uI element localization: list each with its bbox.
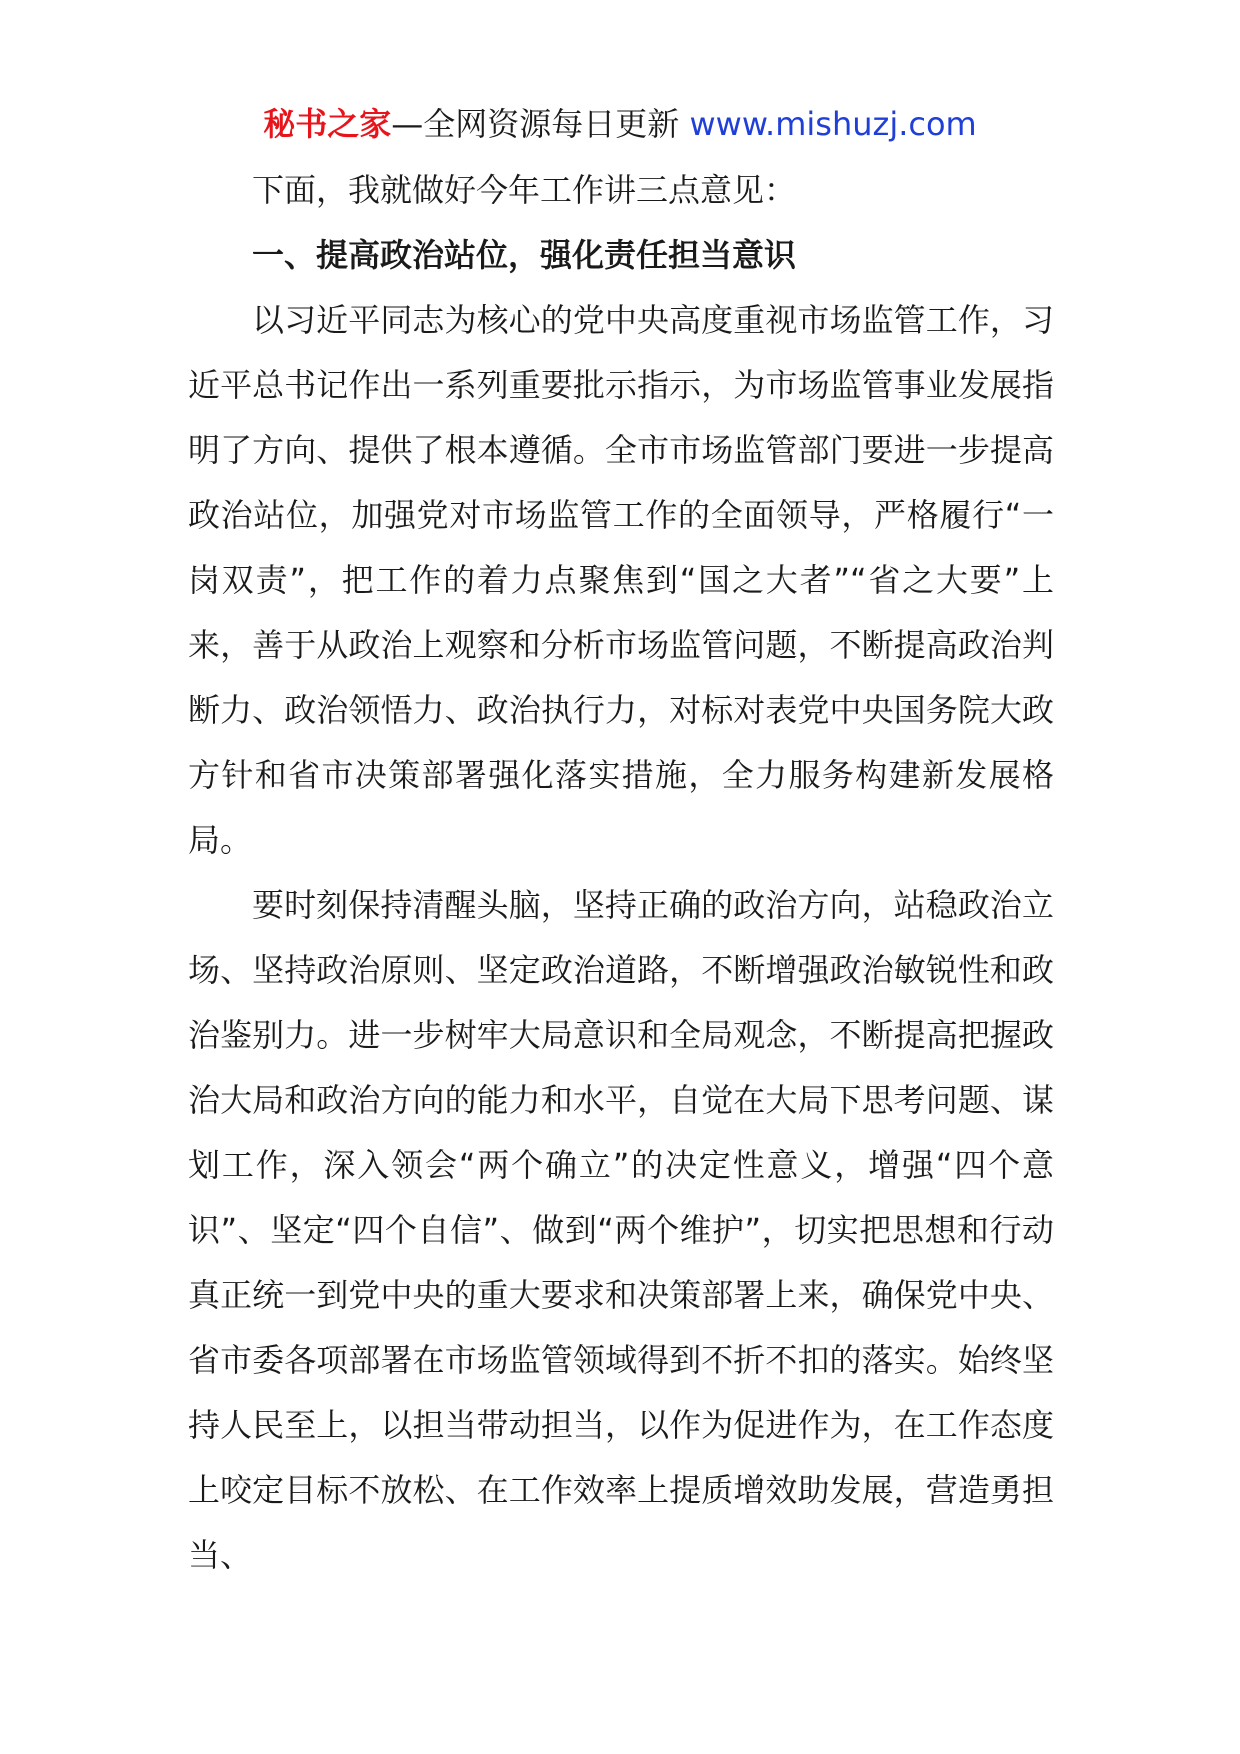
site-url-link[interactable]: www.mishuzj.com (689, 105, 977, 143)
brand-name: 秘书之家 (263, 105, 392, 143)
body-paragraph: 要时刻保持清醒头脑，坚持正确的政治方向，站稳政治立场、坚持政治原则、坚定政治道路，不断增强政治敏锐性和政治鉴别力。进一步树牢大局意识和全局观念，不断提高把握政治大局和政治方向的能力和水平，自觉在大局下思考问题、谋划工作，深入领会“两个确立”的决定性意义，增强“四个意识”、坚定“四个自信”、做到“两个维护”，切实把思想和行动真正统一到党中央的重大要求和决策部署上来，确保党中央、省市委各项部署在市场监管领域得到不折不扣的落实。始终坚持人民至上，以担当带动担当，以作为促进作为，在工作态度上咬定目标不放松、在工作效率上提质增效助发展，营造勇担当、 (188, 886, 1054, 1574)
site-tagline: —全网资源每日更新 (391, 105, 680, 143)
body-paragraph: 以习近平同志为核心的党中央高度重视市场监管工作，习近平总书记作出一系列重要批示指示，为市场监管事业发展指明了方向、提供了根本遵循。全市市场监管部门要进一步提高政治站位，加强党对市场监管工作的全面领导，严格履行“一岗双责”，把工作的着力点聚焦到“国之大者”“省之大要”上来，善于从政治上观察和分析市场监管问题，不断提高政治判断力、政治领悟力、政治执行力，对标对表党中央国务院大政方针和省市决策部署强化落实措施，全力服务构建新发展格局。 (188, 301, 1054, 859)
section-heading: 一、提高政治站位，强化责任担当意识 (252, 236, 797, 274)
document-body (188, 158, 1054, 1588)
site-header (0, 100, 1240, 148)
intro-paragraph: 下面，我就做好今年工作讲三点意见： (252, 171, 797, 209)
